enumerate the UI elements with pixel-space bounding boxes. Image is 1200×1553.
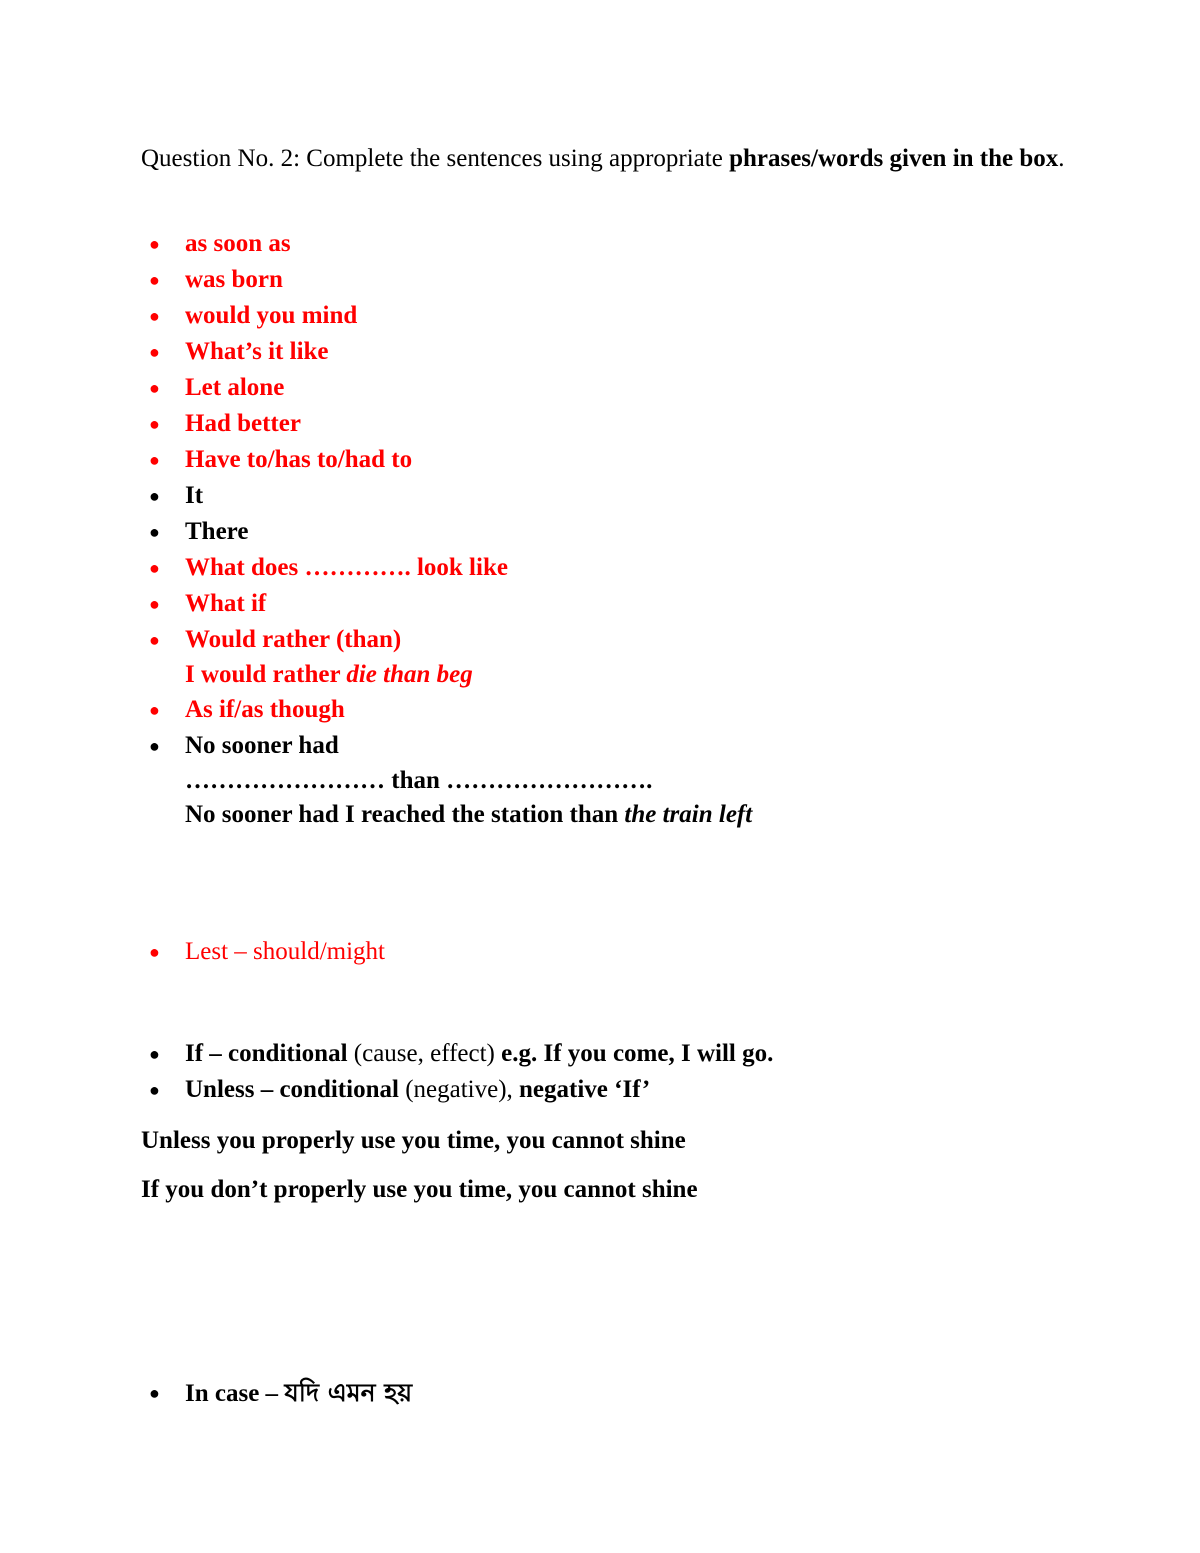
list-item: [141, 406, 1141, 442]
bullet-icon: ●: [149, 594, 160, 614]
list-item: [141, 370, 1141, 406]
list-item: [141, 298, 1141, 334]
list-item-text: Let alone: [185, 374, 285, 401]
list-item: [141, 692, 1141, 728]
in-case-list: [141, 1375, 1141, 1412]
bullet-icon: ●: [149, 234, 160, 254]
example-prefix: No sooner had I reached the station than: [185, 801, 625, 828]
list-item-text: Had better: [185, 410, 301, 437]
list-item-text: Have to/has to/had to: [185, 446, 413, 473]
conditional-example: negative ‘If’: [519, 1076, 651, 1103]
bullet-icon: ●: [149, 1383, 160, 1403]
bullet-icon: ●: [149, 342, 160, 362]
list-item: [141, 442, 1141, 478]
list-item-text: was born: [185, 266, 283, 293]
bullet-icon: ●: [149, 414, 160, 434]
conditional-example: e.g. If you come, I will go.: [501, 1040, 774, 1067]
in-case-term: In case –: [185, 1380, 285, 1407]
phrase-list: [141, 226, 1141, 832]
bullet-icon: ●: [149, 1044, 160, 1064]
list-item: [141, 550, 1141, 586]
conditional-list: [141, 1036, 1141, 1108]
example-sentence: If you don’t properly use you time, you cannot shine: [141, 1176, 698, 1203]
list-item-text: What if: [185, 590, 267, 617]
list-item-text: What’s it like: [185, 338, 329, 365]
bullet-icon: ●: [149, 1080, 160, 1100]
bullet-icon: ●: [149, 270, 160, 290]
list-item: [141, 478, 1141, 514]
list-item: [141, 934, 1141, 970]
bullet-icon: ●: [149, 630, 160, 650]
example-italic: die than beg: [346, 661, 473, 688]
bullet-icon: ●: [149, 378, 160, 398]
bullet-icon: ●: [149, 736, 160, 756]
lest-list: [141, 934, 1141, 970]
heading-suffix: .: [1058, 145, 1065, 172]
list-item: [141, 226, 1141, 262]
heading-prefix: Question No. 2: Complete the sentences using appropriate: [141, 145, 730, 172]
example-prefix: I would rather: [185, 661, 347, 688]
conditional-note: (cause, effect): [353, 1040, 502, 1067]
bullet-icon: ●: [149, 700, 160, 720]
question-heading: [141, 142, 1081, 176]
conditional-note: (negative),: [405, 1076, 520, 1103]
example-sentence: Unless you properly use you time, you cannot shine: [141, 1127, 686, 1154]
in-case-bengali: যদি এমন হয়: [284, 1378, 413, 1407]
list-item: [141, 1072, 1141, 1108]
list-item-text: As if/as though: [185, 696, 345, 723]
list-item: [141, 514, 1141, 550]
list-item: [141, 586, 1141, 622]
bullet-icon: ●: [149, 942, 160, 962]
list-item-text: What does …………. look like: [185, 554, 508, 581]
list-item-example: [185, 798, 1141, 832]
list-item: [141, 1036, 1141, 1072]
list-item-pattern: …………………… than …………………….: [185, 767, 653, 794]
heading-bold: phrases/words given in the box: [729, 145, 1059, 172]
list-item: [141, 262, 1141, 298]
bullet-icon: ●: [149, 558, 160, 578]
list-item-text: There: [185, 518, 249, 545]
list-item: [141, 334, 1141, 370]
list-item-example: [185, 658, 1141, 692]
list-item-text: as soon as: [185, 230, 291, 257]
example-italic: the train left: [624, 801, 753, 828]
list-item-text: Would rather (than): [185, 626, 402, 653]
list-item: [141, 622, 1141, 692]
list-item: [141, 1375, 1141, 1412]
list-item-text: Lest – should/might: [185, 938, 385, 965]
conditional-term: If – conditional: [185, 1040, 354, 1067]
conditional-term: Unless – conditional: [185, 1076, 406, 1103]
bullet-icon: ●: [149, 486, 160, 506]
list-item-text: No sooner had: [185, 732, 339, 759]
bullet-icon: ●: [149, 306, 160, 326]
list-item-text: It: [185, 482, 204, 509]
list-item: [141, 728, 1141, 832]
list-item-text: would you mind: [185, 302, 358, 329]
bullet-icon: ●: [149, 522, 160, 542]
bullet-icon: ●: [149, 450, 160, 470]
